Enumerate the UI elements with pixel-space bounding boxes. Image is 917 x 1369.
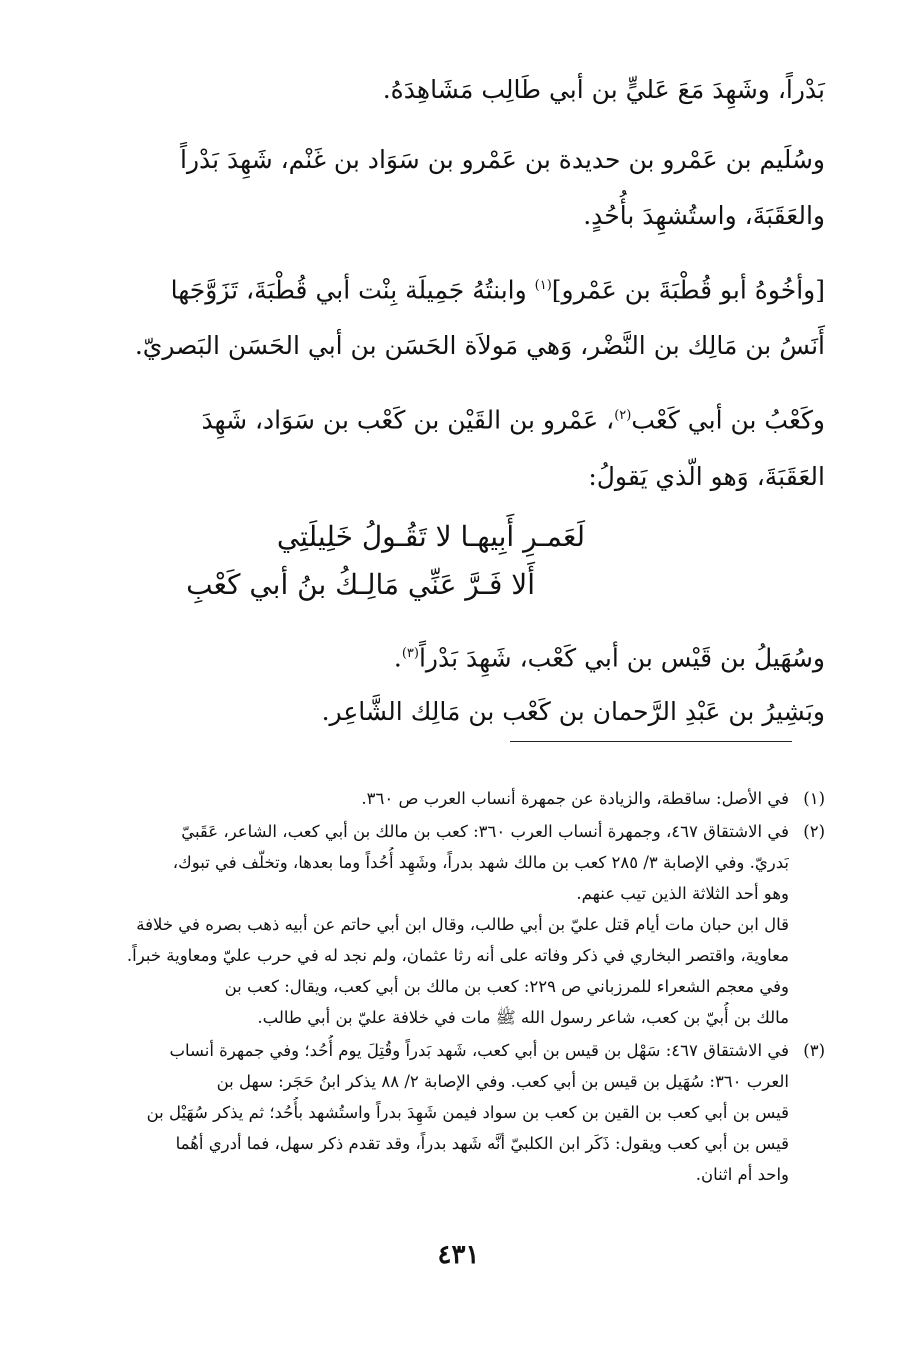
paragraph-3-line-2: أَنَسُ بن مَالِك بن النَّضْر، وَهي مَولاَة الحَسَن بن أبي الحَسَن البَصريّ. bbox=[134, 331, 825, 361]
paragraph-6: وبَشِيرُ بن عَبْدِ الرَّحمان بن كَعْب بن مَالِك الشَّاعِر. bbox=[321, 696, 825, 726]
verse-hemistich-1: لَعَمـرِ أَبِيهـا لا تَقُـولُ خَلِيلَتِي bbox=[276, 519, 585, 553]
footnote-2-line-4: قال ابن حبان مات أيام قتل عليّ بن أبي طالب، وقال ابن أبي حاتم عن أبيه ذهب بصره في خلافة bbox=[136, 915, 789, 934]
footnote-ref-2[interactable]: (٢) bbox=[614, 408, 632, 424]
footnote-2-line-5: معاوية، واقتصر البخاري في ذكر وفاته على أنه رثا عثمان، ولم نجد له في حرب عليّ ومعاوية خبراً. bbox=[126, 946, 789, 965]
footnote-ref-3[interactable]: (٣) bbox=[401, 645, 419, 661]
bracketed-insertion: [وأخُوهُ أبو قُطْبَةَ بن عَمْرو] bbox=[551, 275, 825, 305]
footnote-3-line-3: قيس بن أبي كعب بن القين بن كعب بن سواد فيمن شَهِدَ بدراً واستُشهد بأُحُد؛ ثم يذكر سُهَيْل بن bbox=[146, 1103, 789, 1122]
footnote-3-number: (٣) bbox=[803, 1041, 825, 1060]
paragraph-3-text: وابنتُهُ جَمِيلَة بِنْت أبي قُطْبَةَ، تَزَوَّجَها bbox=[170, 275, 535, 305]
footnote-3-line-5: واحد أم اثنان. bbox=[695, 1165, 789, 1184]
footnote-3-line-1: في الاشتقاق ٤٦٧: سَهْل بن قيس بن أبي كعب، شَهد بَدراً وقُتِلَ يوم أُحُد؛ وفي جمهرة أنساب bbox=[169, 1041, 789, 1060]
poem-verse bbox=[92, 513, 825, 609]
paragraph-2-line-2: والعَقَبَةَ، واستُشهِدَ بأُحُدٍ. bbox=[583, 201, 825, 230]
paragraph-2-line-1: وسُلَيم بن عَمْرو بن حديدة بن عَمْرو بن سَوَاد بن غَنْم، شَهِدَ بَدْراً bbox=[180, 145, 825, 174]
footnote-2-line-7: مالك بن أُبيّ بن كعب، شاعر رسول الله ﷺ مات في خلافة عليّ بن أبي طالب. bbox=[257, 1008, 789, 1027]
paragraph-4-text: ، عَمْرو بن القَيْن بن كَعْب بن سَوَاد، شَهِدَ bbox=[201, 405, 615, 435]
page-number: ٤٣١ bbox=[437, 1240, 480, 1270]
footnote-1-line-1: في الأصل: ساقطة، والزيادة عن جمهرة أنساب العرب ص ٣٦٠. bbox=[361, 789, 789, 808]
paragraph-3-line-1 bbox=[92, 258, 825, 318]
paragraph-5-text: وسُهَيلُ بن قَيْس بن أبي كَعْب، شَهِدَ بَدْراً bbox=[418, 642, 825, 672]
paragraph-4-line-1 bbox=[92, 388, 825, 448]
paragraph-1: بَدْراً، وشَهِدَ مَعَ عَليٍّ بن أبي طَالِب مَشَاهِدَهُ. bbox=[382, 75, 825, 104]
footnote-2-line-3: وهو أحد الثلاثة الذين تيب عنهم. bbox=[576, 884, 789, 903]
footnote-3-line-2: العرب ٣٦٠: سُهَيل بن قيس بن أبي كعب. وفي الإصابة ٢/ ٨٨ يذكر ابنُ حَجَر: سهل بن bbox=[216, 1072, 789, 1091]
footnote-2-line-2: بَدريّ. وفي الإصابة ٣/ ٢٨٥ كعب بن مالك شهد بدراً، وشَهِد أُحُداً وما بعدها، وتخلّف في تبوك، bbox=[172, 853, 789, 872]
footnote-1-number: (١) bbox=[803, 789, 825, 808]
footnote-ref-1[interactable]: (١) bbox=[534, 278, 552, 293]
verse-hemistich-2: أَلا فَـرَّ عَنِّي مَالِـكُ بنُ أبي كَعْبِ bbox=[186, 567, 535, 601]
main-text bbox=[92, 62, 825, 739]
footnote-2-line-6: وفي معجم الشعراء للمرزباني ص ٢٢٩: كعب بن مالك بن أبي كعب، ويقال: كعب بن bbox=[224, 977, 789, 996]
footnote-2-number: (٢) bbox=[803, 822, 825, 841]
paragraph-5 bbox=[92, 627, 825, 685]
paragraph-5-end: . bbox=[393, 642, 402, 672]
footnote-2 bbox=[88, 816, 825, 1033]
footnote-2-line-1: في الاشتقاق ٤٦٧، وجمهرة أنساب العرب ٣٦٠: كعب بن مالك بن أبي كعب، الشاعر، عَقَبيّ bbox=[181, 822, 789, 841]
footnote-3-line-4: قيس بن أبي كعب ويقول: ذَكَر ابن الكلبيّ أنَّه شَهد بدراً، وقد تقدم ذكر سهل، فما أدري أهُما bbox=[175, 1134, 789, 1153]
footnotes bbox=[88, 783, 825, 1192]
footnote-separator bbox=[510, 741, 792, 742]
paragraph-4-line-2: العَقَبَةَ، وَهو الّذي يَقولُ: bbox=[588, 461, 825, 491]
footnote-3 bbox=[88, 1035, 825, 1190]
footnote-1 bbox=[88, 783, 825, 814]
paragraph-4-name: وكَعْبُ بن أبي كَعْب bbox=[631, 405, 825, 435]
